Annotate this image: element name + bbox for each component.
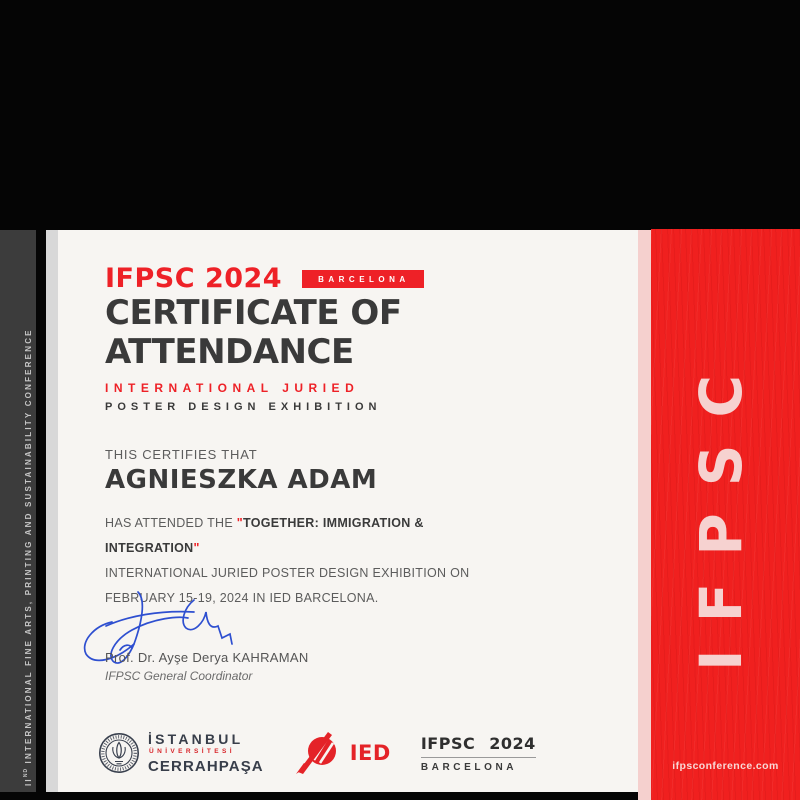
left-conference-strip: [0, 230, 36, 792]
subtitle-juried: INTERNATIONAL JURIED: [105, 381, 360, 395]
ied-logo-icon: [294, 730, 346, 776]
conference-vertical-text: [23, 328, 33, 786]
event-footer-line2: BARCELONA: [420, 761, 518, 773]
right-red-banner: [651, 229, 800, 800]
certifies-label: THIS CERTIFIES THAT: [105, 447, 258, 462]
ied-logo-label: IED: [349, 741, 391, 765]
event-footer-mark: [421, 734, 536, 773]
close-quote: ": [193, 541, 200, 555]
city-badge: BARCELONA: [302, 270, 424, 288]
certificate-title-line1: CERTIFICATE OF: [105, 293, 402, 333]
university-name-line3: CERRAHPAŞA: [148, 757, 264, 775]
university-logo-text: [148, 732, 264, 774]
body-lead: HAS ATTENDED THE: [105, 516, 237, 530]
university-seal-icon: [98, 732, 140, 774]
ied-logo: [294, 730, 391, 776]
pink-accent-strip: [638, 230, 651, 800]
signatory-title: IFPSC General Coordinator: [105, 669, 253, 683]
body-line2: INTERNATIONAL JURIED POSTER DESIGN EXHIBITION ON: [105, 566, 470, 580]
certificate-paper: [58, 230, 640, 792]
conference-number-suffix: ND: [23, 767, 29, 778]
subtitle-exhibition: POSTER DESIGN EXHIBITION: [105, 401, 382, 413]
recipient-name: AGNIESZKA ADAM: [105, 465, 378, 495]
conference-name: INTERNATIONAL FINE ARTS, PRINTING AND SUSTAINABILITY CONFERENCE: [24, 328, 33, 768]
body-line1: [105, 511, 485, 561]
certificate-title: [105, 294, 402, 372]
website-text: ifpsconference.com: [672, 760, 779, 772]
event-title: IFPSC 2024: [105, 263, 283, 294]
university-name-line2: ÜNİVERSİTESİ: [149, 748, 235, 756]
university-name-line1: İSTANBUL: [148, 731, 244, 748]
certificate-title-line2: ATTENDANCE: [105, 332, 354, 372]
university-logo: [98, 732, 264, 774]
body-highlight: TOGETHER: IMMIGRATION & INTEGRATION: [105, 516, 424, 555]
body-line3: FEBRUARY 15-19, 2024 IN IED BARCELONA.: [105, 591, 379, 605]
header-brand-row: [105, 263, 424, 294]
paper-edge-shadow: [46, 230, 58, 792]
event-footer-line1: IFPSC 2024: [421, 734, 536, 758]
footer-logos-row: [98, 730, 536, 776]
brand-vertical-text: IFPSC: [687, 347, 755, 671]
open-quote: ": [236, 516, 243, 530]
signatory-name: Prof. Dr. Ayşe Derya KAHRAMAN: [105, 650, 309, 665]
conference-number: II: [24, 777, 33, 786]
